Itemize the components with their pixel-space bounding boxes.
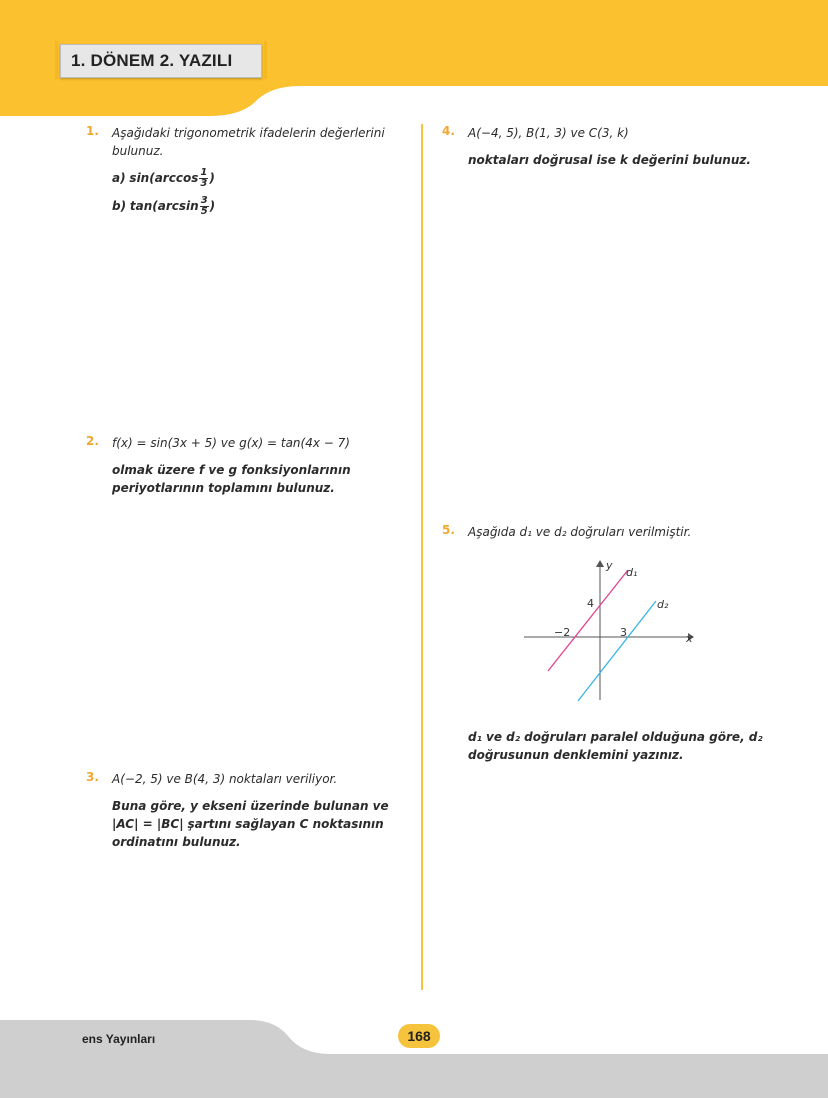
question-5-text-b: doğrusunun denklemini yazınız. [468,748,684,762]
question-1-text: Aşağıdaki trigonometrik ifadelerin değerlerini bulunuz. [112,126,385,158]
question-5-text-a: d₁ ve d₂ doğruları paralel olduğuna göre, d₂ [468,730,763,744]
question-2-formula: f(x) = sin(3x + 5) ve g(x) = tan(4x − 7) [112,436,350,450]
part-label: a) [112,171,126,185]
page-title: 1. DÖNEM 2. YAZILI [71,51,233,70]
fraction [200,196,209,217]
fraction-numerator: 3 [200,195,208,206]
question-3-given: A(−2, 5) ve B(4, 3) noktaları veriliyor. [112,772,338,786]
question-4-points: A(−4, 5), B(1, 3) ve C(3, k) [468,126,629,140]
question-1-part-b [112,196,215,217]
part-label: b) [112,199,127,213]
question-number: 1. [86,124,99,138]
axis-y-label: y [606,559,613,572]
question-number: 2. [86,434,99,448]
y-axis-arrow [596,560,604,567]
part-close: ) [209,171,215,185]
question-3-text-a: Buna göre, y ekseni üzerinde bulunan ve [112,799,389,813]
question-number: 3. [86,770,99,784]
question-1-part-a [112,168,215,189]
part-function: sin(arccos [129,171,199,185]
publisher-brand: ens Yayınları [82,1032,156,1046]
question-3-abs: |AC| = |BC| [112,817,184,831]
question-number: 5. [442,523,455,537]
line-d2 [578,601,656,701]
page-number: 168 [398,1024,440,1048]
fraction-denominator: 5 [200,206,208,217]
question-3-text-b: şartını sağlayan C noktasının ordinatını bulunuz. [112,817,384,849]
tick-label-3: 3 [620,626,627,639]
tick-label-neg2: −2 [554,626,571,639]
coordinate-graph [520,555,700,705]
question-number: 4. [442,124,455,138]
question-5-intro: Aşağıda d₁ ve d₂ doğruları verilmiştir. [468,525,692,539]
question-2-text: olmak üzere f ve g fonksiyonlarının periyotlarının toplamını bulunuz. [112,463,351,495]
tick-label-4: 4 [587,597,594,610]
axis-x-label: x [686,632,693,645]
question-3-text [112,797,404,851]
question-4-text: noktaları doğrusal ise k değerini bulunuz. [468,153,751,167]
d1-label: d₁ [626,566,638,579]
fraction [199,168,208,189]
line-d1 [548,570,628,671]
part-close: ) [209,199,216,213]
fraction-denominator: 3 [200,178,208,189]
fraction-numerator: 1 [200,167,208,178]
column-divider [421,124,423,990]
d2-label: d₂ [657,598,669,611]
title-tab [60,44,262,78]
part-function: tan(arcsin [129,199,199,213]
